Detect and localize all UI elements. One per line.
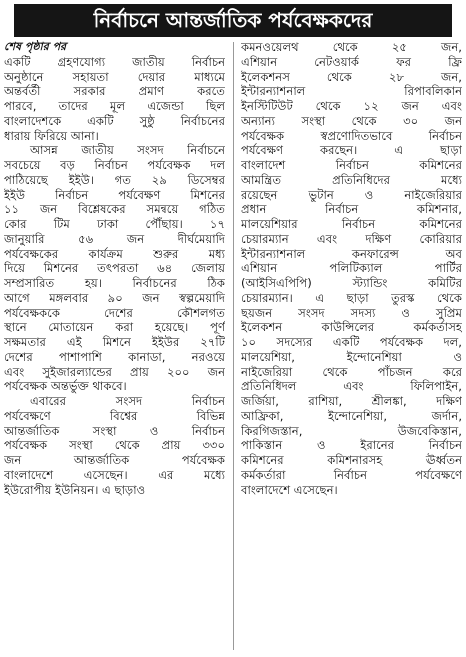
text-line: অনুষ্ঠানে সহায়তা দেয়ার মাধ্যমে <box>4 69 225 84</box>
text-line: চেয়ারম্যান এবং দক্ষিণ কোরিয়ার <box>241 231 462 246</box>
text-line: পর্যবেক্ষণে বিশ্বের বিভিন্ন <box>4 408 225 423</box>
text-line: ছয়জন সংসদ সদস্য ও সুপ্রিম <box>241 305 462 320</box>
text-line: কমিশনের কমিশনারসহ ঊর্ধ্বতন <box>241 453 462 467</box>
text-line: আসন্ন জাতীয় সংসদ নির্বাচনে <box>30 143 225 158</box>
text-line: নাইজেরিয়া থেকে পাঁচজন করে <box>241 364 462 379</box>
text-line: বাংলাদেশকে একটি সুষ্ঠু নির্বাচনের <box>4 113 225 128</box>
text-line: কমনওয়েলথ থেকে ২৫ জন, <box>241 40 462 54</box>
text-line: ইনস্টিটিউট থেকে ১২ জন এবং <box>241 99 462 113</box>
right-column-body <box>241 40 462 497</box>
text-line: সক্ষমতার এই মিশনে ইইউর ২৭টি <box>4 335 225 349</box>
text-line: প্রধান নির্বাচন কমিশনার, <box>241 202 462 217</box>
continued-from-label: শেষ পৃষ্ঠার পর <box>4 40 67 53</box>
text-line: পর্যবেক্ষককে দেশের কৌশলগত <box>4 305 225 320</box>
text-line: আফ্রিকা, ইন্দোনেশিয়া, জর্দান, <box>241 408 462 423</box>
text-line: ইন্টারন্যাশনাল রিপাবলিকান <box>241 84 462 99</box>
text-line: দেশের পাশাপাশি কানাডা, নরওয়ে <box>4 349 225 364</box>
text-line: বাংলাদেশ নির্বাচন কমিশনের <box>241 158 462 172</box>
right-column <box>241 40 462 652</box>
text-line: ইন্টারন্যাশনাল কনফারেন্স অব <box>241 246 462 261</box>
text-line: কিরগিজস্তান, উজবেকিস্তান, <box>241 423 462 438</box>
text-line: ইইউ নির্বাচন পর্যবেক্ষণ মিশনের <box>4 187 225 202</box>
text-line: পাকিস্তান ও ইরানের নির্বাচন <box>241 438 462 453</box>
text-line: জন আন্তর্জাতিক পর্যবেক্ষক <box>4 453 225 467</box>
text-line: প্রতিনিধিদল এবং ফিলিপাইন, <box>241 379 462 394</box>
text-line: রয়েছেন ভুটান ও নাইজেরিয়ার <box>241 187 462 202</box>
article-headline: নির্বাচনে আন্তর্জাতিক পর্যবেক্ষকদের <box>14 4 452 37</box>
text-line: চেয়ারম্যান। এ ছাড়া তুরস্ক থেকে <box>241 290 462 305</box>
text-line: সবচেয়ে বড় নির্বাচন পর্যবেক্ষক দল <box>4 158 225 172</box>
left-column <box>4 40 225 652</box>
text-line: এশিয়ান নেটওয়ার্ক ফর ফ্রি <box>241 54 462 69</box>
text-line: জানুয়ারি ৫৬ জন দীর্ঘমেয়াদি <box>4 231 225 246</box>
text-line: পারবে, তাদের মূল এজেন্ডা ছিল <box>4 99 225 113</box>
column-divider <box>233 42 234 650</box>
text-line: সম্প্রসারিত হয়। নির্বাচনের ঠিক <box>4 276 225 290</box>
text-line: এবারের সংসদ নির্বাচন <box>30 394 225 408</box>
text-line: অন্তর্বর্তী সরকার প্রমাণ করতে <box>4 84 225 99</box>
text-line: (আইসিএপিপি) স্ট্যান্ডিং কমিটির <box>241 276 462 290</box>
text-line: পর্যবেক্ষণ করছেন। এ ছাড়া <box>241 143 462 158</box>
text-line: বাংলাদেশে এসেছেন। এর মধ্যে <box>4 467 225 482</box>
text-line: পর্যবেক্ষকের কার্যক্রম শুরুর মধ্য <box>4 246 225 261</box>
text-line: স্থানে মোতায়েন করা হয়েছে। পূর্ণ <box>4 320 225 335</box>
text-line: পর্যবেক্ষক সংস্থা থেকে প্রায় ৩৩০ <box>4 438 225 453</box>
text-line: আন্তর্জাতিক সংস্থা ও নির্বাচন <box>4 423 225 438</box>
left-column-body <box>4 55 225 498</box>
text-line: ১০ সদস্যের একটি পর্যবেক্ষক দল, <box>241 335 462 349</box>
text-line: অন্যান্য সংস্থা থেকে ৩০ জন <box>241 113 462 128</box>
text-line: কোর টিম ঢাকা পৌঁছায়। ১৭ <box>4 217 225 231</box>
text-line: আগে মঙ্গলবার ৯০ জন স্বল্পমেয়াদি <box>4 290 225 305</box>
text-line: জর্জিয়া, রাশিয়া, শ্রীলঙ্কা, দক্ষিণ <box>241 394 462 408</box>
text-line: এশিয়ান পলিটিক্যাল পার্টির <box>241 261 462 276</box>
text-line: ১১ জন বিশ্লেষকের সমন্বয়ে গঠিত <box>4 202 225 217</box>
text-line: পর্যবেক্ষক অন্তর্ভুক্ত থাকবে। <box>4 379 127 394</box>
text-line: পর্যবেক্ষক স্বপ্রণোদিতভাবে নির্বাচন <box>241 128 462 143</box>
text-line: পাঠিয়েছে ইইউ। গত ২৯ ডিসেম্বর <box>4 172 225 187</box>
text-line: মালয়েশিয়া, ইন্দোনেশিয়া ও <box>241 349 462 364</box>
text-line: আমন্ত্রিত প্রতিনিধিদের মধ্যে <box>241 172 462 187</box>
text-line: এবং সুইজারল্যান্ডের প্রায় ২০০ জন <box>4 364 225 379</box>
text-line: কর্মকর্তারা নির্বাচন পর্যবেক্ষণে <box>241 467 462 482</box>
text-line: বাংলাদেশে এসেছেন। <box>241 482 338 497</box>
text-line: দিয়ে মিশনের তৎপরতা ৬৪ জেলায় <box>4 261 225 276</box>
text-line: ইলেকশনস থেকে ২৮ জন, <box>241 69 462 84</box>
text-line: মালয়েশিয়ার নির্বাচন কমিশনের <box>241 217 462 231</box>
text-line: একটি গ্রহণযোগ্য জাতীয় নির্বাচন <box>4 54 225 69</box>
text-line: ইলেকশন কাউন্সিলের কর্মকর্তাসহ <box>241 320 462 335</box>
text-line: ধারায় ফিরিয়ে আনা। <box>4 128 99 143</box>
text-line: ইউরোপীয় ইউনিয়ন। এ ছাড়াও <box>4 482 146 497</box>
